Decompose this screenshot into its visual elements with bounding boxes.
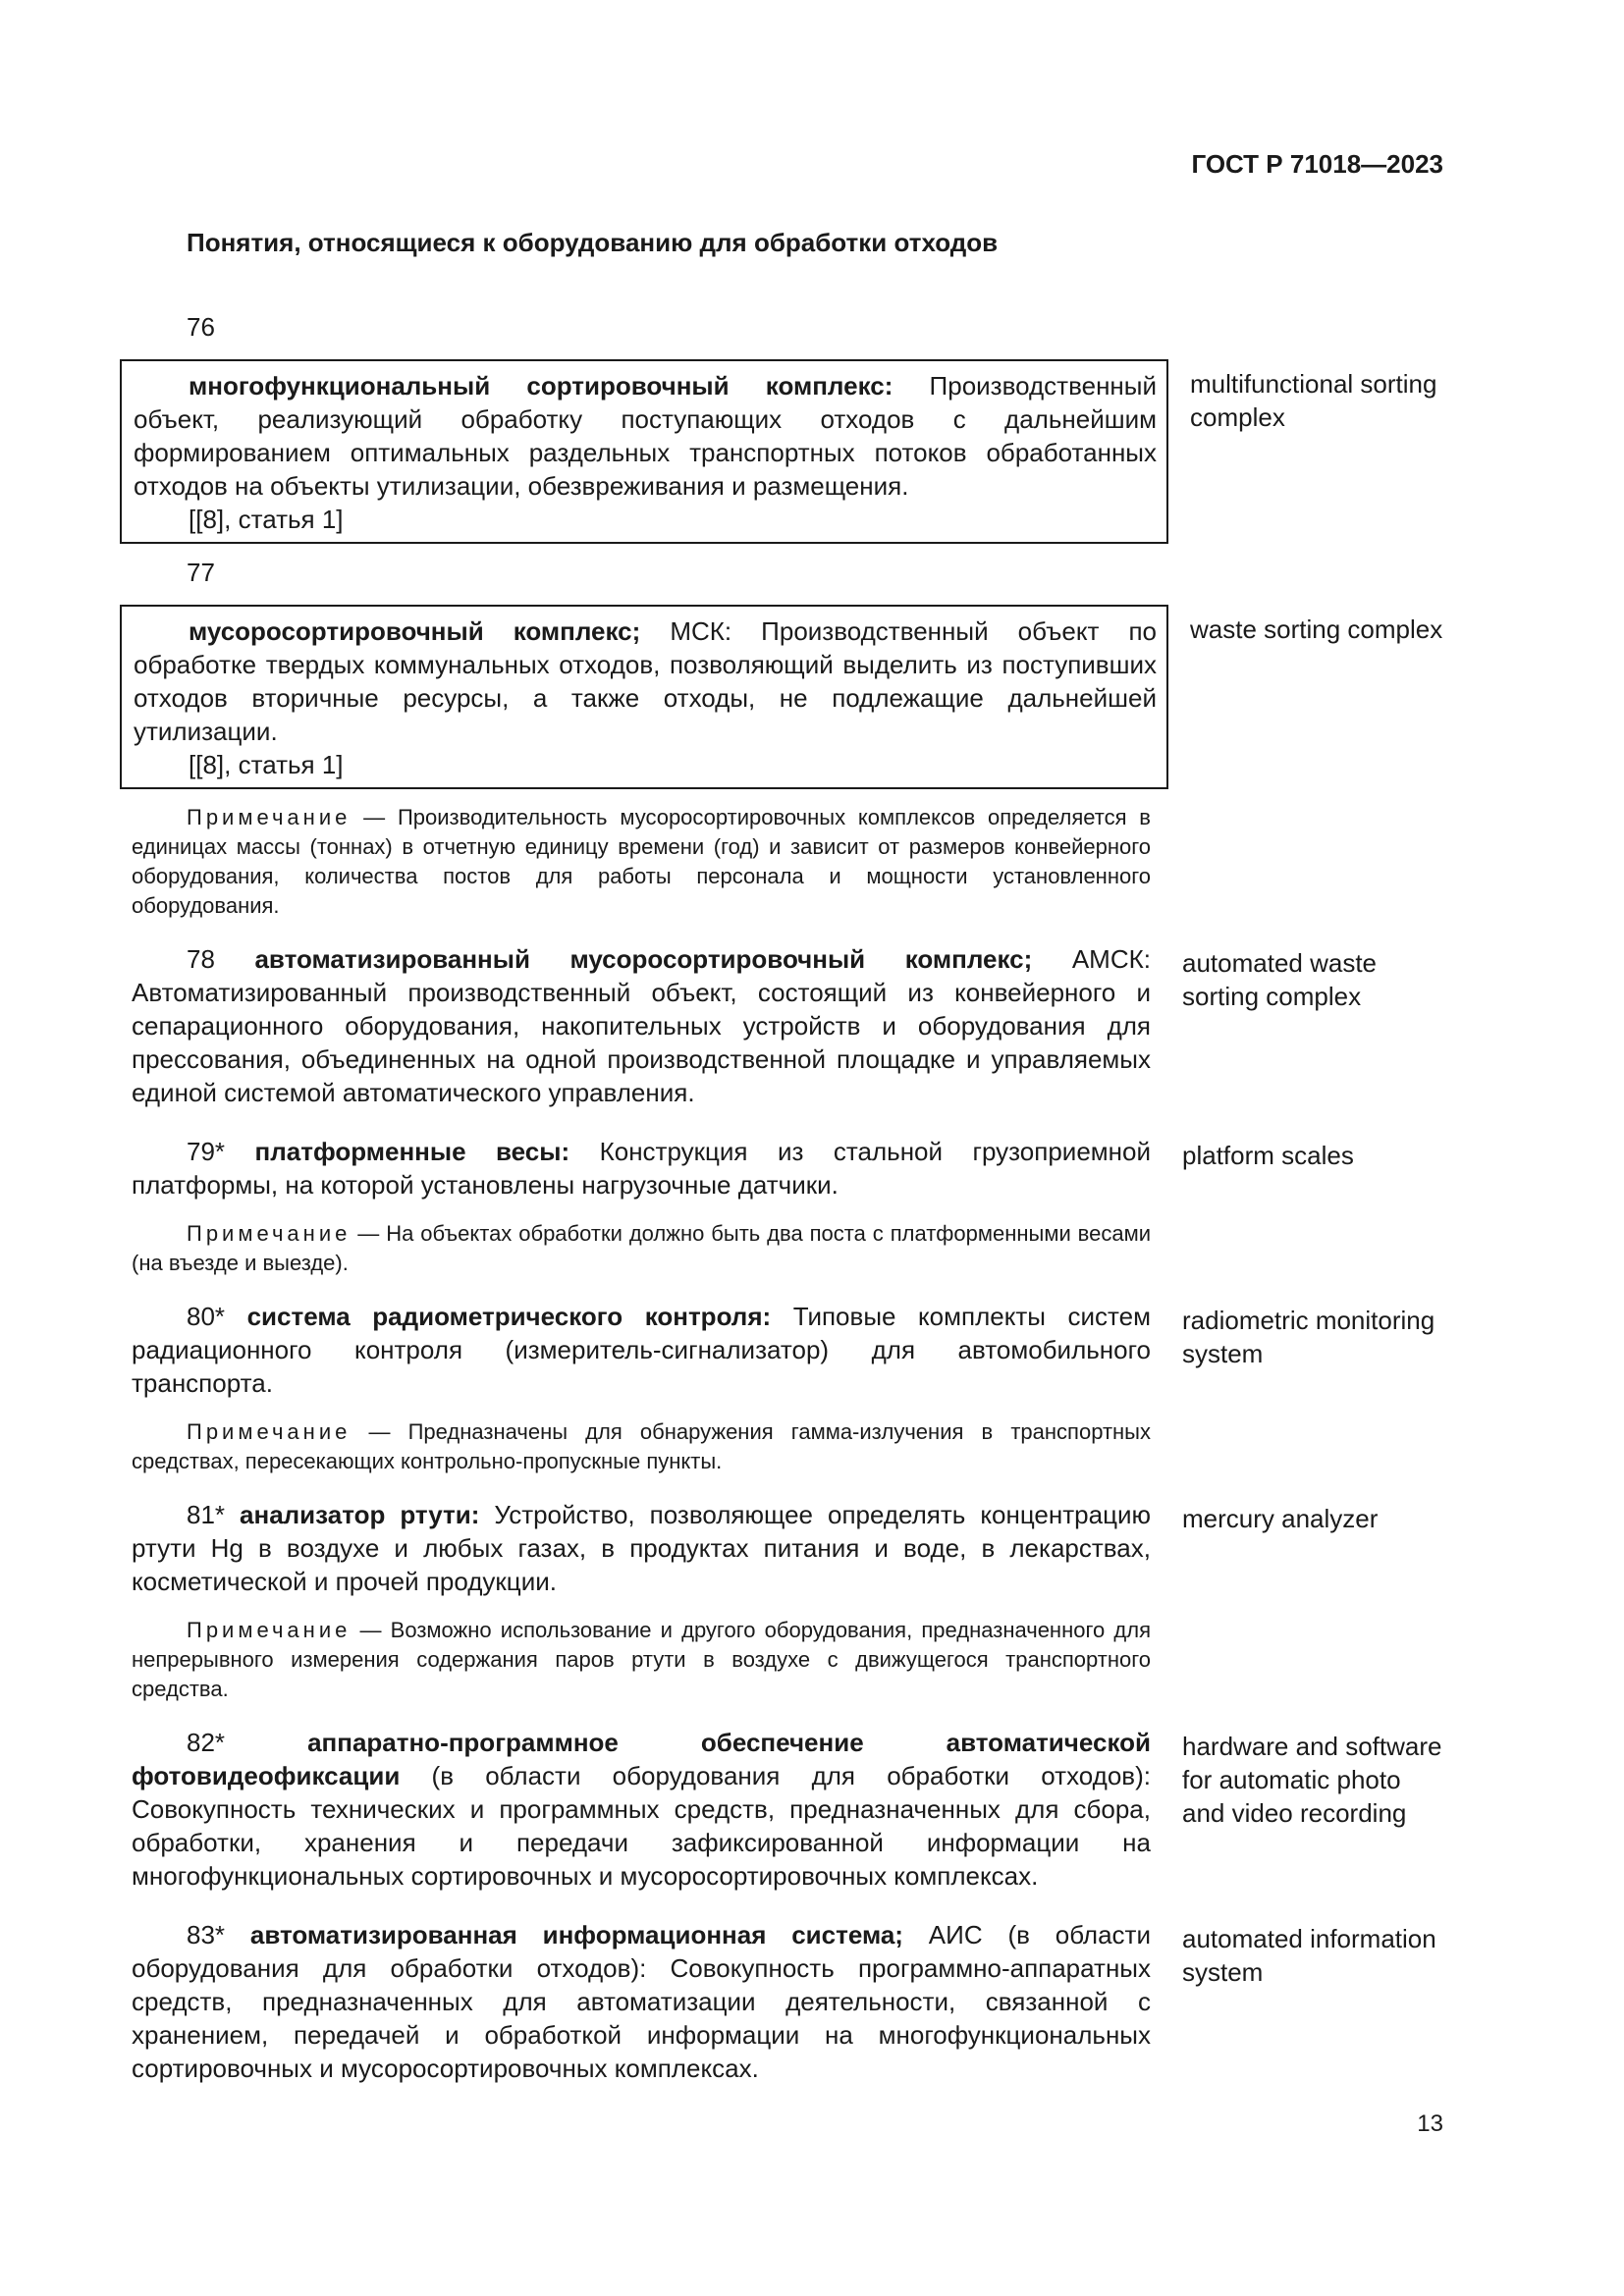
- term-english: automated waste sorting complex: [1182, 948, 1378, 1011]
- term-definition: [120, 1494, 1161, 1602]
- definition-text: МСК: Производственный объект по обработке твердых коммунальных отходов, позволяющий выделить из поступивших отходов вторичные ресурсы, а также отходы, не подлежащие дальнейшей утилизации.: [134, 616, 1157, 746]
- term-name: мусоросортировочный комплекс;: [189, 616, 641, 646]
- term-name: платформенные весы:: [254, 1137, 570, 1166]
- term-number: 77: [187, 558, 215, 587]
- definition-text: АИС (в области оборудования для обработки отходов): Совокупность программно-аппаратных средств, предназначенных для автоматизации деятельности, связанной с хранением, передачей и обработкой информации на многофункциональных сортировочных и мусоросортировочных комплексах.: [132, 1920, 1151, 2083]
- term-definition: [120, 1296, 1161, 1404]
- note-label: Примечание: [187, 1419, 352, 1444]
- term-number: 78: [187, 944, 255, 974]
- terms-list: [120, 310, 1455, 2089]
- term-entry-82: [120, 1722, 1455, 1896]
- term-english: radiometric monitoring system: [1182, 1306, 1435, 1368]
- term-name: многофункциональный сортировочный комплекс:: [189, 371, 893, 400]
- term-english: platform scales: [1182, 1141, 1354, 1170]
- term-english: mercury analyzer: [1182, 1504, 1379, 1533]
- term-note: [120, 1614, 1161, 1708]
- term-entry-76: [120, 359, 1455, 544]
- term-english: hardware and software for automatic photo and video recording: [1182, 1732, 1442, 1828]
- note-text: — Возможно использование и другого оборудования, предназначенного для непрерывного измерения содержания паров ртути в воздухе с движущегося транспортного средства.: [132, 1618, 1151, 1701]
- term-number: 76: [187, 312, 215, 342]
- definition-text: Устройство, позволяющее определять концентрацию ртути Hg в воздухе и любых газах, в продуктах питания и воде, в лекарствах, косметической и прочей продукции.: [132, 1500, 1151, 1596]
- term-entry-78: [120, 938, 1455, 1113]
- term-name: автоматизированный мусоросортировочный комплекс;: [254, 944, 1033, 974]
- term-definition: [120, 359, 1168, 544]
- term-entry-79: [120, 1131, 1455, 1205]
- definition-text: Типовые комплекты систем радиационного контроля (измеритель-сигнализатор) для автомобильного транспорта.: [132, 1302, 1151, 1398]
- note-text: — На объектах обработки должно быть два поста с платформенными весами (на въезде и выезде).: [132, 1221, 1151, 1275]
- term-note: [120, 1415, 1161, 1480]
- definition-text: АМСК: Автоматизированный производственный объект, состоящий из конвейерного и сепарационного оборудования, накопительных устройств и оборудования для прессования, объединенных на одной производственной площадке и управляемых единой системой автоматического управления.: [132, 944, 1151, 1107]
- note-label: Примечание: [187, 1618, 352, 1642]
- term-english: waste sorting complex: [1190, 614, 1443, 644]
- term-number: 79*: [187, 1137, 255, 1166]
- note-label: Примечание: [187, 1221, 352, 1246]
- definition-text: Производственный объект, реализующий обработку поступающих отходов с дальнейшим формированием оптимальных раздельных транспортных потоков обработанных отходов на объекты утилизации, обезвреживания и размещения.: [134, 371, 1157, 501]
- term-number: 81*: [187, 1500, 241, 1529]
- term-source: [[8], статья 1]: [189, 750, 344, 779]
- term-number: 80*: [187, 1302, 247, 1331]
- note-text: — Предназначены для обнаружения гамма-излучения в транспортных средствах, пересекающих контрольно-пропускные пункты.: [132, 1419, 1151, 1473]
- document-id: ГОСТ Р 71018—2023: [1191, 149, 1443, 179]
- term-definition: [120, 1722, 1161, 1896]
- term-note: [120, 1217, 1161, 1282]
- term-definition: [120, 605, 1168, 789]
- note-text: — Производительность мусоросортировочных комплексов определяется в единицах массы (тоннах) в отчетную единицу времени (год) и зависит от размеров конвейерного оборудования, количества постов для работы персонала и мощности установленного оборудования.: [132, 805, 1151, 918]
- term-number: 83*: [187, 1920, 250, 1949]
- term-entry-81: [120, 1494, 1455, 1602]
- term-source: [[8], статья 1]: [189, 505, 344, 534]
- term-name: аппаратно-программное обеспечение автоматической фотовидеофиксации: [132, 1728, 1151, 1790]
- term-entry-80: [120, 1296, 1455, 1404]
- definition-text: Конструкция из стальной грузоприемной платформы, на которой установлены нагрузочные датчики.: [132, 1137, 1152, 1200]
- term-english: multifunctional sorting complex: [1190, 369, 1437, 432]
- term-english: automated information system: [1182, 1924, 1436, 1987]
- term-definition: [120, 938, 1161, 1113]
- term-number: 82*: [187, 1728, 308, 1757]
- term-definition: [120, 1914, 1161, 2089]
- definition-text: (в области оборудования для обработки отходов): Совокупность технических и программных средств, предназначенных для сбора, обработки, хранения и передачи зафиксированной информации на многофункциональных сортировочных и мусоросортировочных комплексах.: [132, 1761, 1151, 1891]
- note-label: Примечание: [187, 805, 352, 829]
- term-entry-83: [120, 1914, 1455, 2089]
- page-number: 13: [1417, 2110, 1443, 2137]
- term-name: система радиометрического контроля:: [246, 1302, 772, 1331]
- term-definition: [120, 1131, 1161, 1205]
- term-entry-77: [120, 605, 1455, 789]
- term-name: автоматизированная информационная система;: [249, 1920, 903, 1949]
- term-note: [120, 801, 1161, 925]
- section-title: Понятия, относящиеся к оборудованию для обработки отходов: [187, 228, 999, 257]
- term-name: анализатор ртути:: [240, 1500, 480, 1529]
